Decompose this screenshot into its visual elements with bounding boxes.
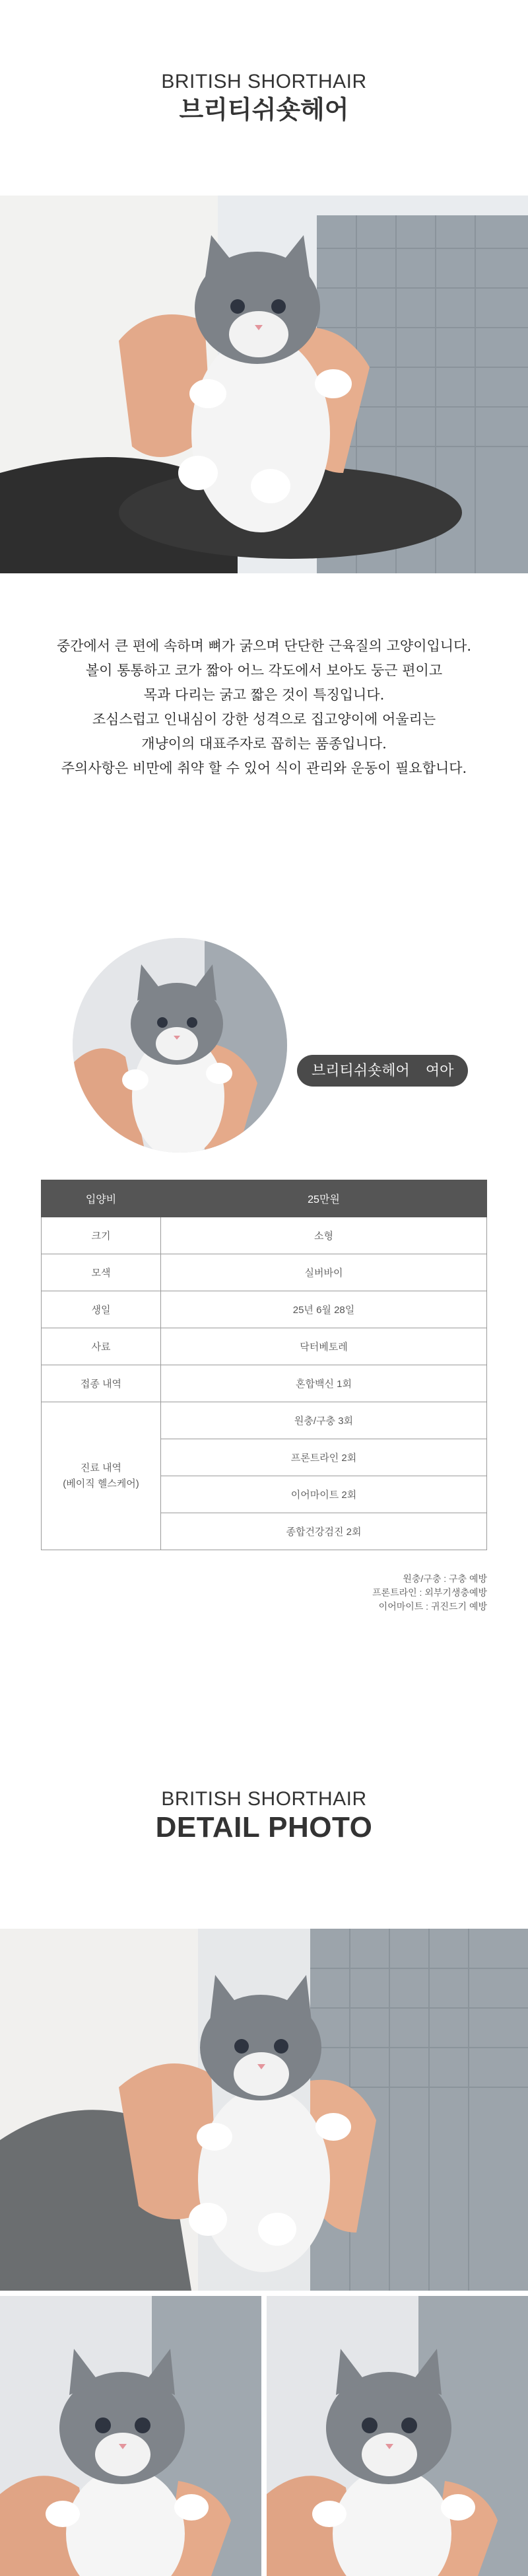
detail-cat-photo-large [0, 1929, 528, 2291]
care-item: 원충/구충 3회 [161, 1402, 487, 1439]
detail-cat-photo-right [267, 2296, 528, 2576]
care-notes [372, 1572, 487, 1614]
breed-name-english: BRITISH SHORTHAIR [161, 71, 367, 92]
care-label-sub: (베이직 헬스케어) [63, 1478, 139, 1489]
breed-sex-badge [297, 1055, 468, 1087]
description-line: 중간에서 큰 편에 속하며 뼈가 굵으며 단단한 근육질의 고양이입니다. [56, 638, 472, 654]
description-line: 개냥이의 대표주자로 꼽히는 품종입니다. [141, 736, 387, 752]
profile-cat-photo [73, 938, 287, 1153]
detail-title: DETAIL PHOTO [155, 1811, 373, 1843]
info-table [41, 1180, 487, 1550]
price-value: 25만원 [161, 1180, 487, 1217]
hero-cat-photo [0, 196, 528, 573]
care-item: 이어마이트 2회 [161, 1476, 487, 1513]
row-label: 모색 [42, 1254, 161, 1291]
care-history-label [42, 1402, 161, 1550]
care-label-main: 진료 내역 [80, 1462, 122, 1474]
detail-cat-photo-left [0, 2296, 261, 2576]
table-row [42, 1217, 487, 1254]
row-label: 접종 내역 [42, 1365, 161, 1402]
breed-description [0, 634, 528, 781]
detail-breed-english: BRITISH SHORTHAIR [161, 1788, 367, 1810]
price-label: 입양비 [42, 1180, 161, 1217]
table-row [42, 1291, 487, 1328]
badge-sex: 여아 [425, 1062, 454, 1079]
row-label: 사료 [42, 1328, 161, 1365]
row-value: 25년 6월 28일 [161, 1291, 487, 1328]
table-row [42, 1328, 487, 1365]
row-label: 생일 [42, 1291, 161, 1328]
description-line: 목과 다리는 굵고 짧은 것이 특징입니다. [143, 687, 385, 703]
detail-header [0, 1787, 528, 1843]
row-label: 크기 [42, 1217, 161, 1254]
section-header [0, 70, 528, 125]
badge-breed: 브리티쉬숏헤어 [312, 1062, 410, 1079]
table-row [42, 1402, 487, 1439]
care-item: 종합건강검진 2회 [161, 1513, 487, 1550]
description-line: 볼이 통통하고 코가 짧아 어느 각도에서 보아도 둥근 편이고 [85, 662, 443, 678]
care-item: 프론트라인 2회 [161, 1439, 487, 1476]
description-line: 주의사항은 비만에 취약 할 수 있어 식이 관리와 운동이 필요합니다. [61, 760, 467, 776]
row-value: 혼합백신 1회 [161, 1365, 487, 1402]
note-line: 이어마이트 : 귀진드기 예방 [378, 1601, 487, 1612]
row-value: 실버바이 [161, 1254, 487, 1291]
note-line: 원충/구충 : 구충 예방 [403, 1573, 487, 1584]
row-value: 닥터베토레 [161, 1328, 487, 1365]
row-value: 소형 [161, 1217, 487, 1254]
table-row [42, 1180, 487, 1217]
breed-name-korean: 브리티쉬숏헤어 [179, 96, 349, 124]
table-row [42, 1254, 487, 1291]
description-line: 조심스럽고 인내심이 강한 성격으로 집고양이에 어울리는 [92, 711, 436, 727]
note-line: 프론트라인 : 외부기생충예방 [372, 1587, 487, 1598]
table-row [42, 1365, 487, 1402]
